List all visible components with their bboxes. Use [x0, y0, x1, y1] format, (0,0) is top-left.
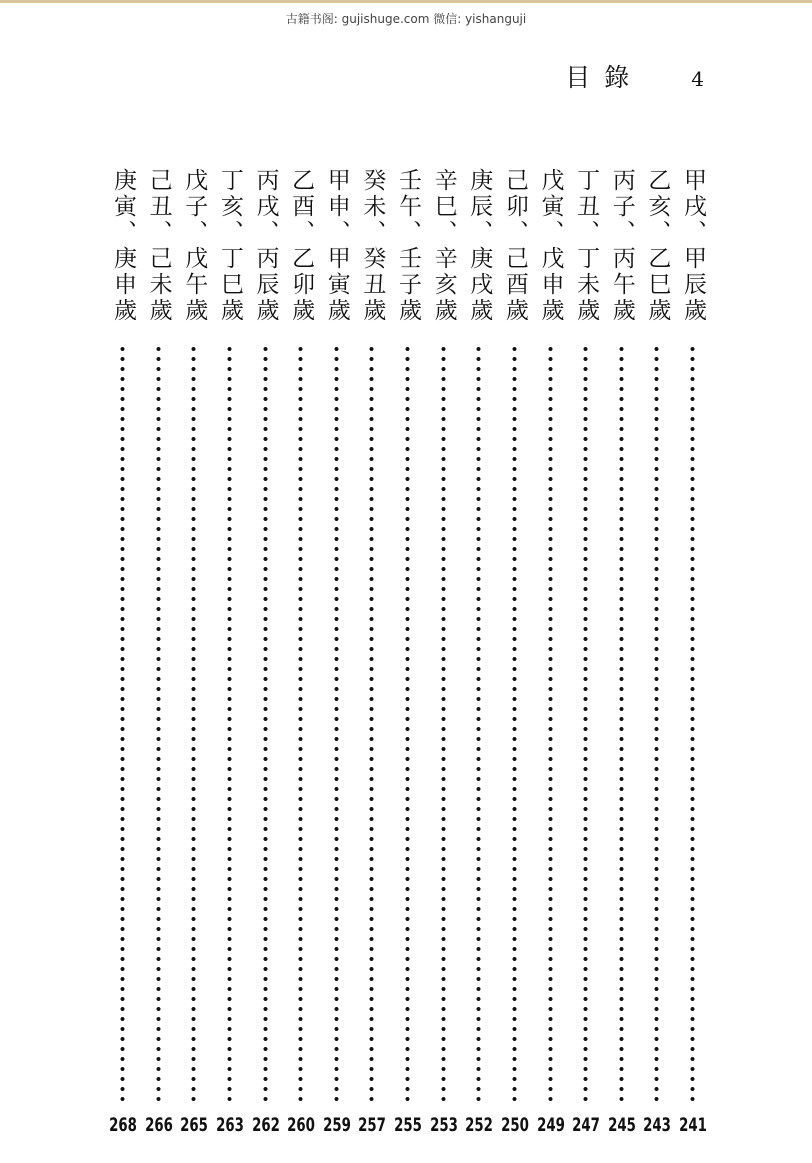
toc-entry-title: 戊寅、戊申歲 — [537, 168, 564, 324]
toc-entry-title: 戊子、戊午歲 — [181, 168, 208, 324]
watermark: 古籍书阁: gujishuge.com 微信: yishanguji — [285, 12, 527, 26]
dot-leader — [583, 344, 588, 1106]
toc-entry — [177, 168, 211, 1158]
toc-entry — [249, 168, 283, 1158]
toc-entry-title: 丁亥、丁巳歲 — [216, 168, 243, 324]
dot-leader — [227, 344, 232, 1106]
toc-entry-title: 甲申、甲寅歲 — [323, 168, 350, 324]
toc-entry — [213, 168, 247, 1158]
toc-entry-page: 266 — [144, 1114, 173, 1136]
toc-entry-title: 乙亥、乙巳歲 — [644, 168, 671, 324]
dot-leader — [298, 344, 303, 1106]
toc-entry-page: 262 — [251, 1114, 280, 1136]
toc-entry — [605, 168, 639, 1158]
toc-entry-page: 259 — [322, 1114, 351, 1136]
toc-entry-title: 庚寅、庚申歲 — [110, 168, 136, 324]
dot-leader — [334, 344, 339, 1106]
dot-leader — [369, 344, 374, 1106]
toc-entry-page: 260 — [287, 1114, 316, 1136]
toc-entry-title: 乙酉、乙卯歲 — [288, 168, 315, 324]
dot-leader — [156, 344, 161, 1106]
toc-entry — [534, 168, 568, 1158]
toc-entry-page: 255 — [394, 1114, 422, 1136]
toc-entry — [355, 168, 389, 1158]
toc-entry-title: 癸未、癸丑歲 — [359, 168, 386, 324]
toc-entry-page: 247 — [572, 1114, 601, 1136]
toc-entry — [498, 168, 532, 1158]
toc-entry — [427, 168, 461, 1158]
toc-entry-page: 241 — [679, 1114, 707, 1136]
toc-entry-page: 268 — [109, 1114, 137, 1136]
toc-entry — [462, 168, 496, 1158]
toc-entry — [391, 168, 425, 1158]
toc-entry-title: 丙子、丙午歲 — [608, 168, 635, 324]
toc-entry-page: 265 — [180, 1114, 209, 1136]
top-border — [0, 0, 812, 3]
toc-entry — [640, 168, 674, 1158]
toc-entry-title: 甲戌、甲辰歲 — [680, 168, 706, 324]
page-number: 4 — [691, 67, 704, 91]
section-title: 目錄 — [565, 63, 644, 92]
toc-entry-page: 253 — [429, 1114, 458, 1136]
toc-entry-page: 263 — [215, 1114, 244, 1136]
toc-entry-title: 己卯、己酉歲 — [501, 168, 528, 324]
toc-entries — [106, 168, 710, 1158]
toc-entry-title: 丙戌、丙辰歲 — [252, 168, 279, 324]
dot-leader — [512, 344, 517, 1106]
toc-entry-page: 243 — [643, 1114, 672, 1136]
toc-entry-page: 249 — [536, 1114, 565, 1136]
toc-entry-title: 己丑、己未歲 — [145, 168, 172, 324]
toc-entry — [320, 168, 354, 1158]
dot-leader — [191, 344, 196, 1106]
dot-leader — [120, 344, 125, 1106]
toc-entry-page: 250 — [500, 1114, 529, 1136]
dot-leader — [263, 344, 268, 1106]
page-header — [565, 58, 704, 94]
toc-entry-title: 辛巳、辛亥歲 — [430, 168, 457, 324]
toc-entry-page: 252 — [465, 1114, 494, 1136]
toc-entry-title: 庚辰、庚戌歲 — [466, 168, 493, 324]
toc-entry — [569, 168, 603, 1158]
toc-entry-page: 245 — [607, 1114, 636, 1136]
toc-entry — [676, 168, 710, 1158]
toc-entry — [284, 168, 318, 1158]
toc-entry-title: 壬午、壬子歲 — [395, 168, 421, 324]
toc-entry-title: 丁丑、丁未歲 — [573, 168, 600, 324]
dot-leader — [441, 344, 446, 1106]
dot-leader — [548, 344, 553, 1106]
dot-leader — [690, 344, 695, 1106]
dot-leader — [619, 344, 624, 1106]
dot-leader — [654, 344, 659, 1106]
dot-leader — [405, 344, 410, 1106]
toc-entry — [142, 168, 176, 1158]
toc-entry — [106, 168, 140, 1158]
toc-entry-page: 257 — [358, 1114, 387, 1136]
dot-leader — [476, 344, 481, 1106]
